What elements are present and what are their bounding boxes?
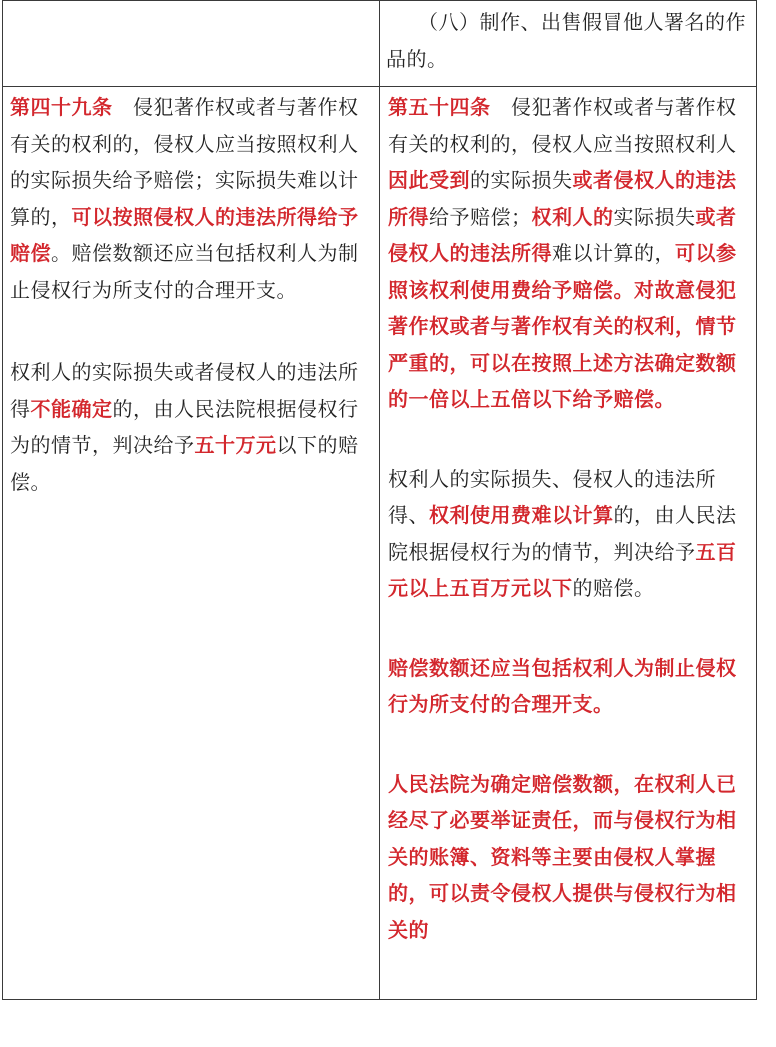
highlight-text: 权利使用费难以计算 xyxy=(429,503,614,527)
row1-right-cell xyxy=(386,4,754,77)
highlight-text: 权利人的 xyxy=(531,204,614,229)
old-article-number: 第四十九条 xyxy=(10,95,113,119)
highlight-text: 五百元以上五百万元以下 xyxy=(388,539,737,600)
old-law-cell xyxy=(10,89,372,500)
column-divider xyxy=(379,0,380,1000)
new-law-paragraph-4: 人民法院为确定赔偿数额，在权利人已经尽了必要举证责任，而与侵权行为相关的账簿、资料等主要由侵权人掌握的，可以责令侵权人提供与侵权行为相关的 xyxy=(388,771,737,942)
highlight-text: 五十万元 xyxy=(194,433,277,457)
highlight-text: 因此受到 xyxy=(388,168,470,192)
highlight-text: 或者侵权人的违法所得 xyxy=(388,168,737,229)
old-law-paragraph-2: 权利人的实际损失或者侵权人的违法所得不能确定的，由人民法院根据侵权行为的情节，判决给予五十万元以下的赔偿。 xyxy=(10,360,359,494)
item-eight-text: （八）制作、出售假冒他人署名的作品的。 xyxy=(386,10,746,71)
highlight-text: 可以按照侵权人的违法所得给予赔偿 xyxy=(10,204,359,265)
highlight-text: 可以参照该权利使用费给予赔偿。对故意侵犯著作权或者与著作权有关的权利，情节严重的，可以在按照上述方法确定数额的一倍以上五倍以下给予赔偿。 xyxy=(388,241,737,411)
highlight-text: 不能确定 xyxy=(30,396,113,421)
new-law-paragraph-3: 赔偿数额还应当包括权利人为制止侵权行为所支付的合理开支。 xyxy=(388,655,737,716)
table-right-border xyxy=(756,0,757,1000)
highlight-text: 或者侵权人的违法所得 xyxy=(388,204,737,265)
old-law-paragraph-1: 第四十九条 侵犯著作权或者与著作权有关的权利的，侵权人应当按照权利人的实际损失给予赔偿；实际损失难以计算的，可以按照侵权人的违法所得给予赔偿。赔偿数额还应当包括权利人为制止侵权行为所支付的合理开支。 xyxy=(10,95,359,302)
new-law-paragraph-1: 第五十四条 侵犯著作权或者与著作权有关的权利的，侵权人应当按照权利人因此受到的实际损失或者侵权人的违法所得给予赔偿；权利人的实际损失或者侵权人的违法所得难以计算的，可以参照该权利使用费给予赔偿。对故意侵犯著作权或者与著作权有关的权利，情节严重的，可以在按照上述方法确定数额的一倍以上五倍以下给予赔偿。 xyxy=(388,95,737,411)
new-law-paragraph-2: 权利人的实际损失、侵权人的违法所得、权利使用费难以计算的，由人民法院根据侵权行为的情节，判决给予五百元以上五百万元以下的赔偿。 xyxy=(388,466,737,600)
table-left-border xyxy=(2,0,3,1000)
new-article-number: 第五十四条 xyxy=(388,95,491,119)
new-law-cell xyxy=(388,89,750,948)
